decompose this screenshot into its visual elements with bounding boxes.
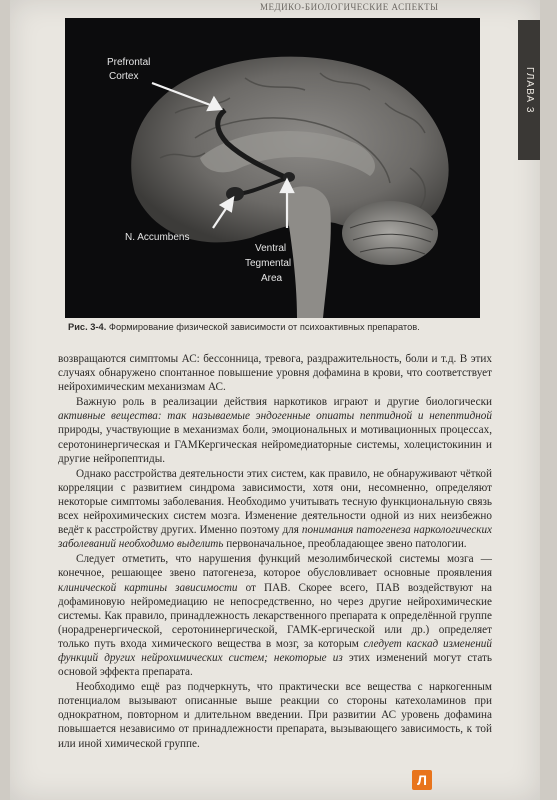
text-segment: возвращаются симптомы АС: бессонница, тревога, раздражительность, боли и т.д. В этих случаях обнаружено спонтанное повышение уровня дофамина в крови, что соответствует нейрохимическим механизмам АС. bbox=[58, 353, 492, 394]
body-text bbox=[58, 352, 492, 752]
label-accumbens: N. Accumbens bbox=[125, 232, 190, 243]
text-segment: природы, участвующие в механизмах боли, эмоциональных и мотивационных процессах, серотонинергическая и ГАМКергическая нейромедиаторные системы, холецистокинин и другие нейропептиды. bbox=[58, 424, 492, 465]
text-segment: Важную роль в реализации действия наркотиков играют и другие биологически bbox=[76, 396, 492, 409]
text-segment: первоначальное, преобладающее звено патологии. bbox=[223, 538, 467, 551]
brain-illustration bbox=[65, 18, 480, 318]
text-segment: этих изменений могут стать основой эффекта препарата. bbox=[58, 651, 492, 679]
text-segment: Следует отметить, что нарушения функций мезолимбической системы мозга — конечное, решающее звено патогенеза, которое обусловливает основные проявления bbox=[58, 553, 492, 580]
label-prefrontal-line2: Cortex bbox=[109, 71, 139, 82]
cerebellum-shape bbox=[342, 201, 438, 265]
chapter-tab: ГЛАВА 3 bbox=[518, 20, 540, 160]
italic-segment: активные вещества: так называемые эндогенные опиаты пептидной и непептидной bbox=[58, 410, 492, 423]
text-segment: Однако расстройства деятельности этих систем, как правило, не обнаруживают чёткой корреляции с развитием синдрома зависимости, хотя они, несомненно, определяют некоторые симптомы заболевания. Необходимо учитывать тесную функциональную связь всех нейрохимических систем мозга. Изменение деятельности одной из них неизбежно ведёт к расстройству других. Именно поэтому для bbox=[58, 467, 492, 537]
label-prefrontal-line1: Prefrontal bbox=[107, 57, 151, 68]
paragraph-5 bbox=[58, 680, 492, 750]
figure-caption bbox=[68, 322, 488, 332]
label-vta-line1: Ventral bbox=[255, 243, 287, 254]
italic-segment: следует каскад изменений функций других нейрохимических систем; некоторые из bbox=[58, 637, 492, 664]
caption-number: Рис. 3-4. bbox=[68, 322, 107, 332]
running-head: МЕДИКО-БИОЛОГИЧЕСКИЕ АСПЕКТЫ bbox=[260, 2, 439, 12]
brain-figure bbox=[65, 18, 480, 318]
text-segment: Необходимо ещё раз подчеркнуть, что практически все вещества с наркогенным потенциалом вызывают описанные выше реакции со стороны катехоламинов при однократном, повторном и длительном введении. При развитии АС уровень дофамина повышается независимо от принадлежности препарата, вызывающего зависимость, к той или иной химической группе. bbox=[58, 681, 492, 750]
text-segment: от ПАВ. Скорее всего, ПАВ воздействуют на дофаминовую нейромедиацию не непосредственно, но через другие нейрохимические системы. Как правило, принадлежность лекарственного препарата к определённой группе (норадренергической, серотонинергической, ГАМК-ергической или др.) определяет только путь входа химического вещества в мозг, за которым bbox=[58, 581, 492, 650]
paragraph-2 bbox=[58, 395, 492, 465]
label-vta-line3: Area bbox=[261, 273, 283, 284]
caption-text: Формирование физической зависимости от психоактивных препаратов. bbox=[108, 322, 420, 332]
paragraph-3 bbox=[58, 467, 492, 552]
italic-segment: понимания патогенеза наркологических заболеваний необходимо выделить bbox=[58, 524, 493, 551]
label-vta-line2: Tegmental bbox=[245, 258, 292, 269]
italic-segment: клинической картины зависимости bbox=[58, 581, 238, 594]
paragraph-4 bbox=[58, 552, 492, 679]
paragraph-1 bbox=[58, 352, 492, 394]
publisher-logo-icon: Л bbox=[412, 770, 432, 790]
